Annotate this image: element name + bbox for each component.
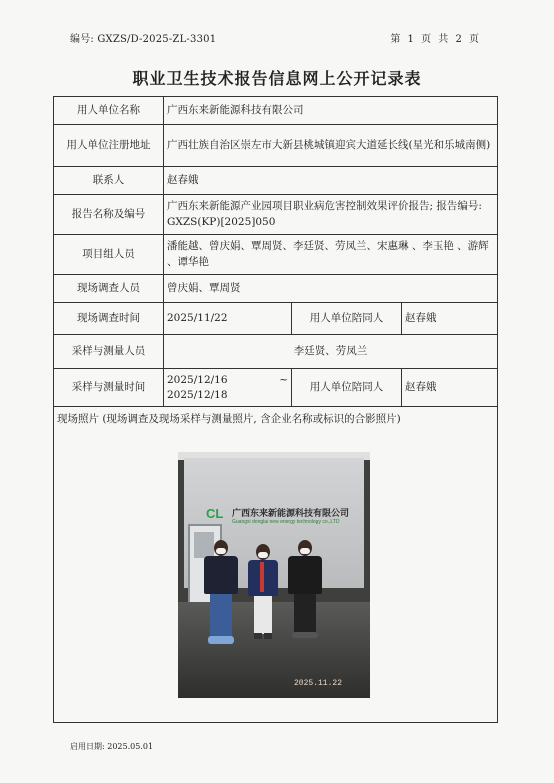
contact-label: 联系人 [54,167,164,195]
sampling-staff-label: 采样与测量人员 [54,335,164,369]
row-team [54,235,498,275]
logo-english-name: Guangxi donglai new energy technology co.,LTD [232,519,340,525]
document-number: 编号: GXZS/D-2025-ZL-3301 [70,34,217,45]
sampling-staff-value: 李廷贤、劳凤兰 [164,335,498,369]
sampling-time-separator: ~ [279,373,288,386]
row-unit-name [54,97,498,125]
escort-value-2: 赵春娥 [402,369,498,407]
photo-label: 现场照片 (现场调查及现场采样与测量照片, 含企业名称或标识的合影照片) [57,413,401,425]
page-title: 职业卫生技术报告信息网上公开记录表 [132,69,422,88]
row-survey-staff [54,275,498,303]
row-survey-time [54,303,498,335]
sampling-time-label: 采样与测量时间 [54,369,164,407]
survey-time-label: 现场调查时间 [54,303,164,335]
logo-mark: CL [206,506,224,521]
sampling-time-end: 2025/12/18 [167,388,228,401]
logo-chinese-name: 广西东来新能源科技有限公司 [232,509,350,519]
row-address [54,125,498,167]
address-label: 用人单位注册地址 [54,125,164,167]
escort-value-1: 赵春娥 [402,303,498,335]
escort-label-2: 用人单位陪同人 [292,369,402,407]
sampling-time-start: 2025/12/16 [167,373,228,386]
survey-time-value: 2025/11/22 [164,303,292,335]
contact-value: 赵春娥 [164,167,498,195]
escort-label-1: 用人单位陪同人 [292,303,402,335]
company-logo [206,504,356,534]
row-sampling-staff [54,335,498,369]
site-photo [178,452,370,698]
photo-timestamp: 2025.11.22 [293,679,342,688]
row-report [54,195,498,235]
team-value: 潘能越、曾庆娟、覃周贤、李廷贤、劳凤兰、宋惠琳 、李玉艳 、游辉 、谭华艳 [164,235,498,275]
sampling-time-value [164,369,292,407]
row-contact [54,167,498,195]
address-value: 广西壮族自治区崇左市大新县桃城镇迎宾大道延长线(星光和乐城南侧) [164,125,498,167]
team-label: 项目组人员 [54,235,164,275]
survey-staff-value: 曾庆娟、覃周贤 [164,275,498,303]
page-number: 第 1 页 共 2 页 [390,34,481,45]
enabled-date: 启用日期: 2025.05.01 [70,742,154,751]
report-value: 广西东来新能源产业园项目职业病危害控制效果评价报告; 报告编号: GXZS(KP)[2025]050 [164,195,498,235]
unit-name-label: 用人单位名称 [54,97,164,125]
row-sampling-time [54,369,498,407]
unit-name-value: 广西东来新能源科技有限公司 [164,97,498,125]
survey-staff-label: 现场调查人员 [54,275,164,303]
report-label: 报告名称及编号 [54,195,164,235]
